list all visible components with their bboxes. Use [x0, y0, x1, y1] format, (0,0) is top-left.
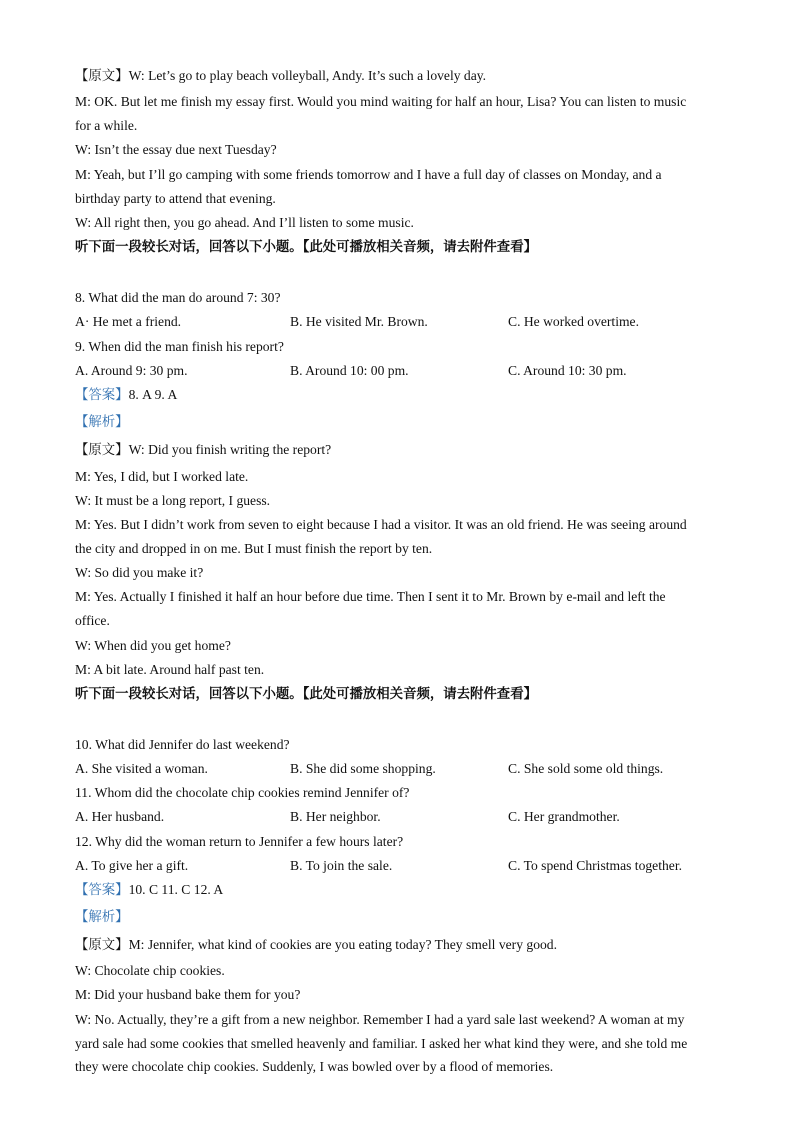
- option-a: A. Around 9: 30 pm.: [75, 363, 188, 378]
- original-tag: 【原文】: [75, 443, 129, 458]
- analysis-heading: [75, 413, 738, 432]
- option-b: B. She did some shopping.: [290, 761, 436, 776]
- answer-line: [75, 881, 738, 900]
- transcript-line: 【原文】M: Jennifer, what kind of cookies are you eating today? They smell very good.: [75, 937, 557, 953]
- section-instruction: 听下面一段较长对话，回答以下小题。【此处可播放相关音频，请去附件查看】: [75, 240, 537, 255]
- transcript-line: 【原文】W: Did you finish writing the report?: [75, 442, 332, 458]
- transcript-line: office.: [75, 613, 110, 628]
- question-9: 9. When did the man finish his report?: [75, 339, 284, 354]
- section-instruction: 听下面一段较长对话，回答以下小题。【此处可播放相关音频，请去附件查看】: [75, 687, 537, 702]
- transcript-line: yard sale had some cookies that smelled heavenly and familiar. I asked her what kind they were, and she told me: [75, 1036, 688, 1051]
- question-11: 11. Whom did the chocolate chip cookies remind Jennifer of?: [75, 785, 410, 800]
- question-12: 12. Why did the woman return to Jennifer a few hours later?: [75, 834, 404, 849]
- transcript-line: M: Yes. Actually I finished it half an hour before due time. Then I sent it to Mr. Brown by e-mail and left the: [75, 589, 666, 604]
- original-tag: 【原文】: [75, 938, 129, 953]
- transcript-line: W: All right then, you go ahead. And I’ll listen to some music.: [75, 215, 414, 230]
- analysis-heading: [75, 908, 738, 927]
- answer-line: [75, 386, 738, 405]
- option-c: C. He worked overtime.: [508, 314, 639, 329]
- option-b: B. He visited Mr. Brown.: [290, 314, 428, 329]
- answer-tag: 【答案】: [75, 883, 129, 898]
- option-a: A. To give her a gift.: [75, 858, 189, 873]
- option-a: A. She visited a woman.: [75, 761, 208, 776]
- transcript-line: M: Did your husband bake them for you?: [75, 987, 301, 1002]
- option-a: A· He met a friend.: [75, 314, 182, 329]
- transcript-line: W: So did you make it?: [75, 565, 204, 580]
- transcript-line: M: Yeah, but I’ll go camping with some friends tomorrow and I have a full day of classes on Monday, and a: [75, 167, 662, 182]
- question-8: 8. What did the man do around 7: 30?: [75, 290, 281, 305]
- transcript-line: birthday party to attend that evening.: [75, 191, 276, 206]
- answer-tag: 【答案】: [75, 388, 129, 403]
- question-10: 10. What did Jennifer do last weekend?: [75, 737, 290, 752]
- transcript-line: W: Isn’t the essay due next Tuesday?: [75, 142, 277, 157]
- transcript-line: W: Chocolate chip cookies.: [75, 963, 225, 978]
- original-tag: 【原文】: [75, 69, 129, 84]
- transcript-line: 【原文】W: Let’s go to play beach volleyball, Andy. It’s such a lovely day.: [75, 68, 487, 84]
- transcript-line: the city and dropped in on me. But I must finish the report by ten.: [75, 541, 433, 556]
- option-a: A. Her husband.: [75, 809, 165, 824]
- answer-text: 10. C 11. C 12. A: [128, 882, 224, 897]
- transcript-line: M: A bit late. Around half past ten.: [75, 662, 265, 677]
- transcript-line: for a while.: [75, 118, 138, 133]
- option-c: C. She sold some old things.: [508, 761, 664, 776]
- transcript-line: M: OK. But let me finish my essay first. Would you mind waiting for half an hour, Lisa? You can listen to music: [75, 94, 687, 109]
- transcript-line: M: Yes, I did, but I worked late.: [75, 469, 249, 484]
- option-c: C. Around 10: 30 pm.: [508, 363, 627, 378]
- transcript-line: M: Yes. But I didn’t work from seven to eight because I had a visitor. It was an old friend. He was seeing around: [75, 517, 687, 532]
- analysis-tag: 【解析】: [75, 415, 129, 430]
- answer-text: 8. A 9. A: [128, 387, 178, 402]
- transcript-line: they were chocolate chip cookies. Suddenly, I was bowled over by a flood of memories.: [75, 1059, 554, 1074]
- option-b: B. To join the sale.: [290, 858, 393, 873]
- transcript-line: W: No. Actually, they’re a gift from a new neighbor. Remember I had a yard sale last weekend? A woman at my: [75, 1012, 685, 1027]
- option-c: C. To spend Christmas together.: [508, 858, 682, 873]
- transcript-line: W: It must be a long report, I guess.: [75, 493, 271, 508]
- option-b: B. Around 10: 00 pm.: [290, 363, 409, 378]
- option-c: C. Her grandmother.: [508, 809, 620, 824]
- option-b: B. Her neighbor.: [290, 809, 381, 824]
- transcript-line: W: When did you get home?: [75, 638, 231, 653]
- analysis-tag: 【解析】: [75, 910, 129, 925]
